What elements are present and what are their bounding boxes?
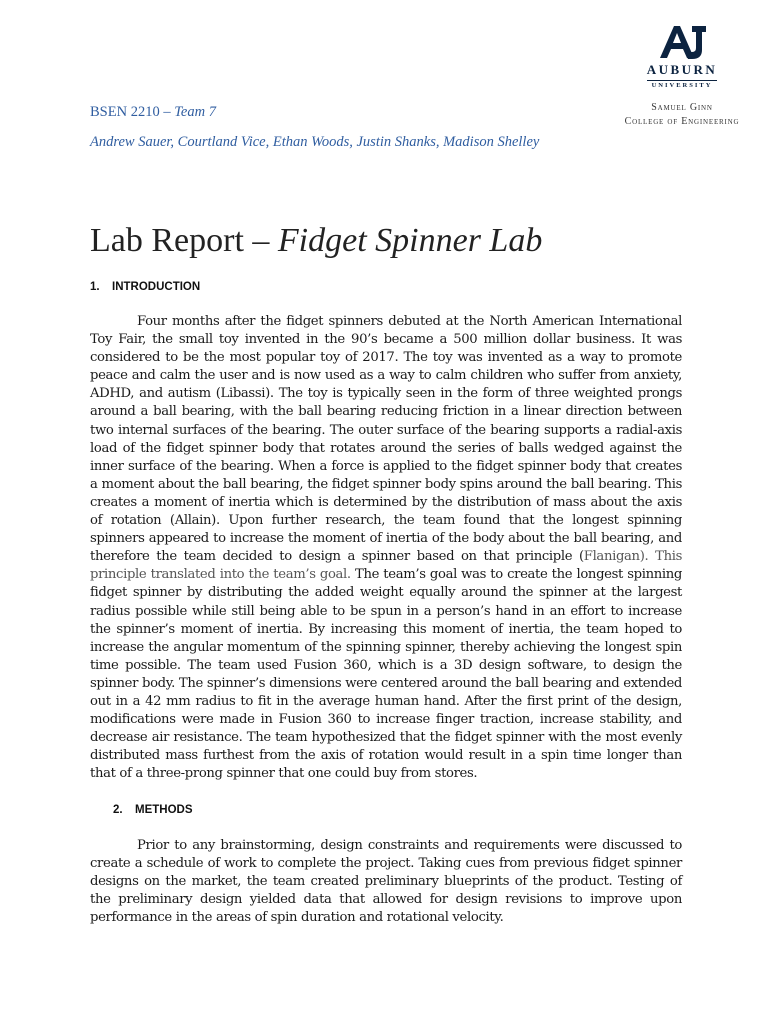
team-name: Team 7 [174, 104, 216, 120]
college-line-2: College of Engineering [624, 116, 740, 127]
author-list: Andrew Sauer, Courtland Vice, Ethan Woods, Justin Shanks, Madison Shelley [90, 134, 540, 150]
section-heading-introduction [90, 281, 200, 293]
au-monogram-icon [656, 24, 708, 60]
auburn-logo [612, 24, 752, 129]
methods-paragraph [90, 837, 682, 927]
course-code: BSEN 2210 – [90, 104, 175, 120]
section-heading-methods [113, 804, 193, 816]
section-title: METHODS [135, 804, 193, 816]
logo-university: UNIVERSITY [651, 82, 713, 89]
section-number: 2. [113, 804, 123, 816]
intro-text-part-2: The team’s goal was to create the longest spinning fidget spinner by distributing the added weight equally around the spinner at the largest radius possible while still being able to be spun in a person’s hand in an effort to increase the spinner’s moment of inertia. By increasing this moment of inertia, the team hoped to increase the angular momentum of the spinning spinner, thereby achieving the longest spin time possible. The team used Fusion 360, which is a 3D design software, to design the spinner body. The spinner’s dimensions were centered around the ball bearing and extended out in a 42 mm radius to fit in the average human hand. After the first print of the design, modifications were made in Fusion 360 to increase finger traction, increase stability, and decrease air resistance. The team hypothesized that the fidget spinner with the most evenly distributed mass furthest from the axis of rotation would result in a spin time longer than that of a three-prong spinner that one could buy from stores. [90, 567, 682, 782]
logo-divider [647, 80, 717, 81]
section-title: INTRODUCTION [112, 281, 201, 293]
methods-text: Prior to any brainstorming, design constraints and requirements were discussed to create a schedule of work to complete the project. Taking cues from previous fidget spinner designs on the market, the team created preliminary blueprints of the product. Testing of the preliminary design yielded data that allowed for design revisions to improve upon performance in the areas of spin duration and rotational velocity. [90, 838, 682, 926]
intro-text-part-1: Four months after the fidget spinners debuted at the North American International Toy Fair, the small toy invented in the 90’s became a 500 million dollar business. It was considered to be the most popular toy of 2017. The toy was invented as a way to promote peace and calm the user and is now used as a way to calm children who suffer from anxiety, ADHD, and autism (Libassi). The toy is typically seen in the form of three weighted prongs around a ball bearing, with the ball bearing reducing friction in a linear direction between two internal surfaces of the bearing. The outer surface of the bearing supports a radial-axis load of the fidget spinner body that rotates around the series of balls wedged against the inner surface of the bearing. When a force is applied to the fidget spinner body that creates a moment about the ball bearing, the fidget spinner body spins around the ball bearing. This creates a moment of inertia which is determined by the distribution of mass about the axis of rotation (Allain). Upon further research, the team found that the longest spinning spinners appeared to increase the moment of inertia of the body about the ball bearing, and therefore the team decided to design a spinner based on that principle ( [90, 314, 682, 565]
college-name [612, 101, 752, 129]
title-prefix: Lab Report – [90, 222, 278, 259]
title-subject: Fidget Spinner Lab [277, 222, 543, 259]
introduction-paragraph [90, 313, 682, 783]
document-title [90, 222, 542, 260]
course-line [90, 104, 216, 121]
intro-text-highlight: Flanigan). This principle translated into the team’s goal. [90, 549, 682, 583]
college-line-1: Samuel Ginn [651, 102, 713, 113]
section-number: 1. [90, 281, 100, 293]
logo-name: AUBURN [646, 62, 718, 77]
